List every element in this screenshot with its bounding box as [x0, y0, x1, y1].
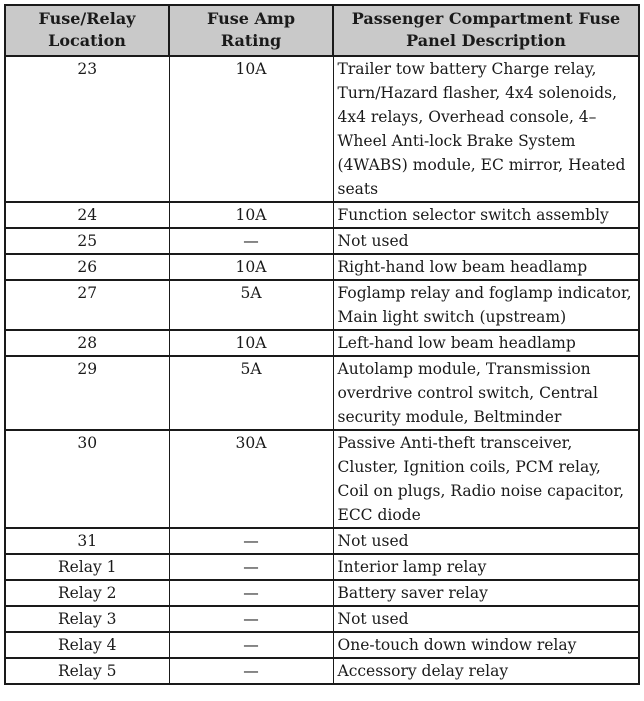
- table-row: [5, 658, 639, 684]
- header-amp-rating: [169, 5, 333, 56]
- cell-location: 31: [5, 528, 169, 554]
- cell-description: Not used: [333, 228, 639, 254]
- table-row: [5, 528, 639, 554]
- cell-amp: 10A: [169, 330, 333, 356]
- cell-amp: —: [169, 528, 333, 554]
- cell-description: Autolamp module, Transmission overdrive control switch, Central security module, Beltminder: [333, 356, 639, 430]
- cell-description: Passive Anti-theft transceiver, Cluster, Ignition coils, PCM relay, Coil on plugs, Radio noise capacitor, ECC diode: [333, 430, 639, 528]
- cell-amp: 10A: [169, 56, 333, 202]
- cell-location: 30: [5, 430, 169, 528]
- header-location-line2: Location: [48, 31, 126, 50]
- cell-amp: —: [169, 606, 333, 632]
- cell-description: Foglamp relay and foglamp indicator, Main light switch (upstream): [333, 280, 639, 330]
- table-row: [5, 202, 639, 228]
- header-description-line1: Passenger Compartment Fuse: [351, 9, 621, 28]
- cell-location: 23: [5, 56, 169, 202]
- cell-description: Accessory delay relay: [333, 658, 639, 684]
- table-row: [5, 430, 639, 528]
- cell-amp: 10A: [169, 254, 333, 280]
- cell-amp: —: [169, 554, 333, 580]
- cell-location: 29: [5, 356, 169, 430]
- cell-amp: 5A: [169, 356, 333, 430]
- cell-amp: 10A: [169, 202, 333, 228]
- header-location-line1: Fuse/Relay: [38, 9, 136, 28]
- cell-location: Relay 5: [5, 658, 169, 684]
- cell-location: Relay 2: [5, 580, 169, 606]
- cell-amp: 5A: [169, 280, 333, 330]
- header-description-line2: Panel Description: [406, 31, 566, 50]
- cell-amp: —: [169, 580, 333, 606]
- table-row: [5, 580, 639, 606]
- cell-description: Function selector switch assembly: [333, 202, 639, 228]
- cell-location: 25: [5, 228, 169, 254]
- header-amp-line1: Fuse Amp: [207, 9, 295, 28]
- cell-amp: 30A: [169, 430, 333, 528]
- cell-description: Not used: [333, 528, 639, 554]
- table-header-row: [5, 5, 639, 56]
- cell-location: 24: [5, 202, 169, 228]
- table-row: [5, 632, 639, 658]
- table-row: [5, 356, 639, 430]
- cell-location: 28: [5, 330, 169, 356]
- cell-location: 27: [5, 280, 169, 330]
- header-description: [333, 5, 639, 56]
- cell-location: Relay 4: [5, 632, 169, 658]
- cell-location: 26: [5, 254, 169, 280]
- fuse-relay-table: [4, 4, 640, 685]
- cell-description: Not used: [333, 606, 639, 632]
- fuse-table-container: [4, 4, 640, 685]
- cell-description: Interior lamp relay: [333, 554, 639, 580]
- cell-description: Battery saver relay: [333, 580, 639, 606]
- cell-description: One-touch down window relay: [333, 632, 639, 658]
- cell-amp: —: [169, 658, 333, 684]
- cell-description: Right-hand low beam headlamp: [333, 254, 639, 280]
- table-row: [5, 606, 639, 632]
- header-location: [5, 5, 169, 56]
- cell-location: Relay 3: [5, 606, 169, 632]
- table-row: [5, 254, 639, 280]
- table-row: [5, 280, 639, 330]
- table-row: [5, 554, 639, 580]
- cell-description: Trailer tow battery Charge relay, Turn/Hazard flasher, 4x4 solenoids, 4x4 relays, Overhead console, 4–Wheel Anti-lock Brake System (4WABS) module, EC mirror, Heated seats: [333, 56, 639, 202]
- cell-amp: —: [169, 228, 333, 254]
- table-row: [5, 228, 639, 254]
- cell-amp: —: [169, 632, 333, 658]
- cell-location: Relay 1: [5, 554, 169, 580]
- header-amp-line2: Rating: [220, 31, 282, 50]
- table-row: [5, 56, 639, 202]
- cell-description: Left-hand low beam headlamp: [333, 330, 639, 356]
- table-row: [5, 330, 639, 356]
